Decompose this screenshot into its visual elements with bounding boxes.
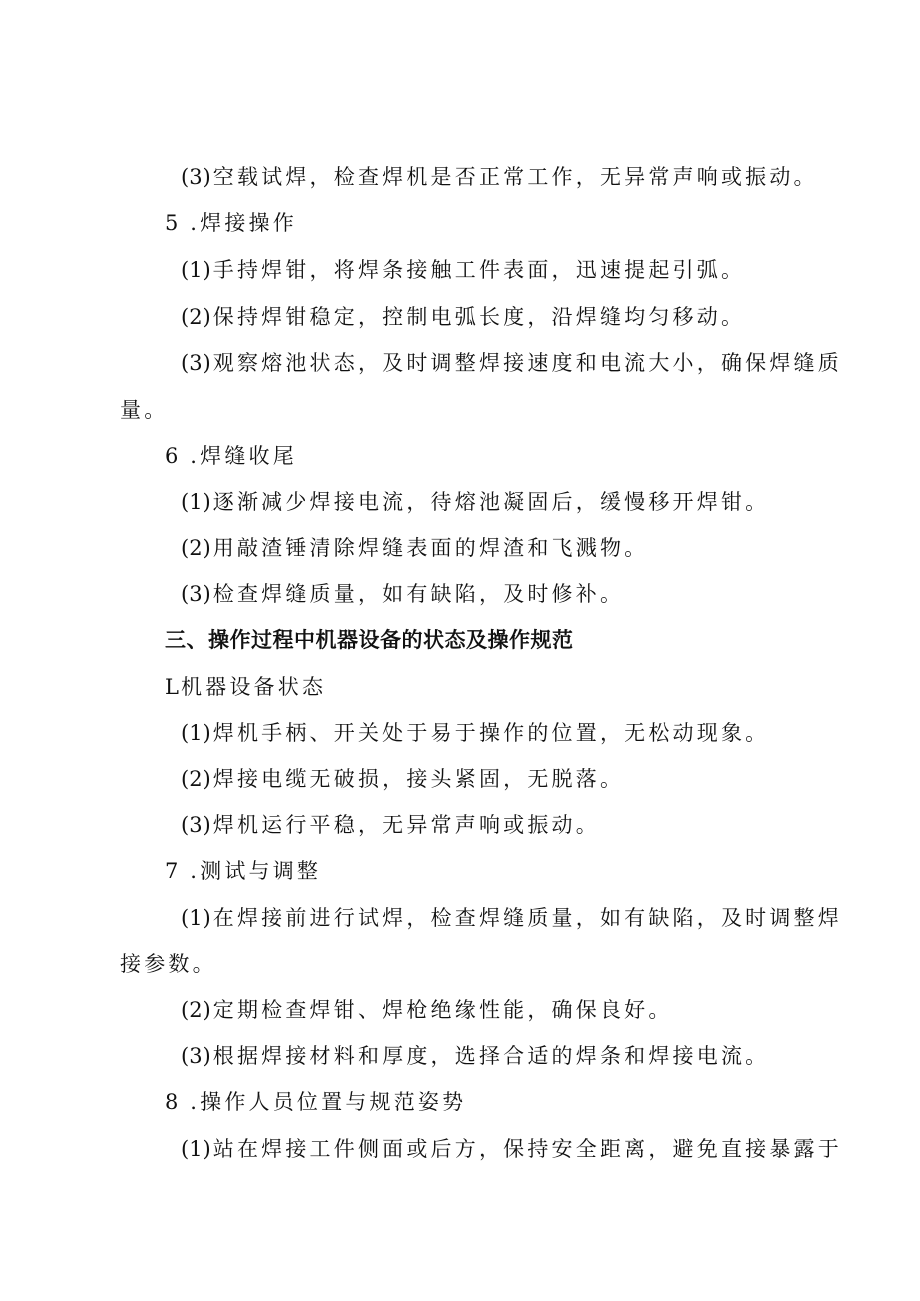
item-3-check-quality: (3)检查焊缝质量，如有缺陷，及时修补。	[181, 582, 625, 606]
item-1-stand-position: (1)站在焊接工件侧面或后方，保持安全距离，避免直接暴露于	[181, 1137, 842, 1161]
chapter-3-heading: 三、操作过程中机器设备的状态及操作规范	[165, 628, 574, 652]
item-3-idle-test: (3)空载试焊，检查焊机是否正常工作，无异常声响或振动。	[181, 165, 818, 189]
item-3-select-electrode: (3)根据焊接材料和厚度，选择合适的焊条和焊接电流。	[181, 1044, 770, 1068]
item-2-insulation-check: (2)定期检查焊钳、焊枪绝缘性能，确保良好。	[181, 998, 673, 1022]
section-8-operator-position: 8 .操作人员位置与规范姿势	[165, 1090, 467, 1114]
section-6-weld-finish: 6 .焊缝收尾	[165, 444, 297, 468]
section-5-welding-operation: 5 .焊接操作	[165, 211, 297, 235]
item-2-cable: (2)焊接电缆无破损，接头紧固，无脱落。	[181, 767, 625, 791]
section-7-test-adjust: 7 .测试与调整	[165, 859, 322, 883]
section-1-equipment-state: L机器设备状态	[165, 675, 327, 699]
item-1-handle-switch: (1)焊机手柄、开关处于易于操作的位置，无松动现象。	[181, 721, 770, 745]
item-3-continuation: 量。	[120, 398, 169, 422]
item-2-keep-stable: (2)保持焊钳稳定，控制电弧长度，沿焊缝均匀移动。	[181, 305, 746, 329]
item-1-trial-weld: (1)在焊接前进行试焊，检查焊缝质量，如有缺陷，及时调整焊	[181, 906, 842, 930]
item-1-strike-arc: (1)手持焊钳，将焊条接触工件表面，迅速提起引弧。	[181, 258, 746, 282]
item-1-continuation: 接参数。	[120, 952, 217, 976]
item-3-stable-running: (3)焊机运行平稳，无异常声响或振动。	[181, 813, 600, 837]
item-1-reduce-current: (1)逐渐减少焊接电流，待熔池凝固后，缓慢移开焊钳。	[181, 490, 770, 514]
item-2-remove-slag: (2)用敲渣锤清除焊缝表面的焊渣和飞溅物。	[181, 536, 649, 560]
item-3-observe-pool: (3)观察熔池状态，及时调整焊接速度和电流大小，确保焊缝质	[181, 351, 842, 375]
